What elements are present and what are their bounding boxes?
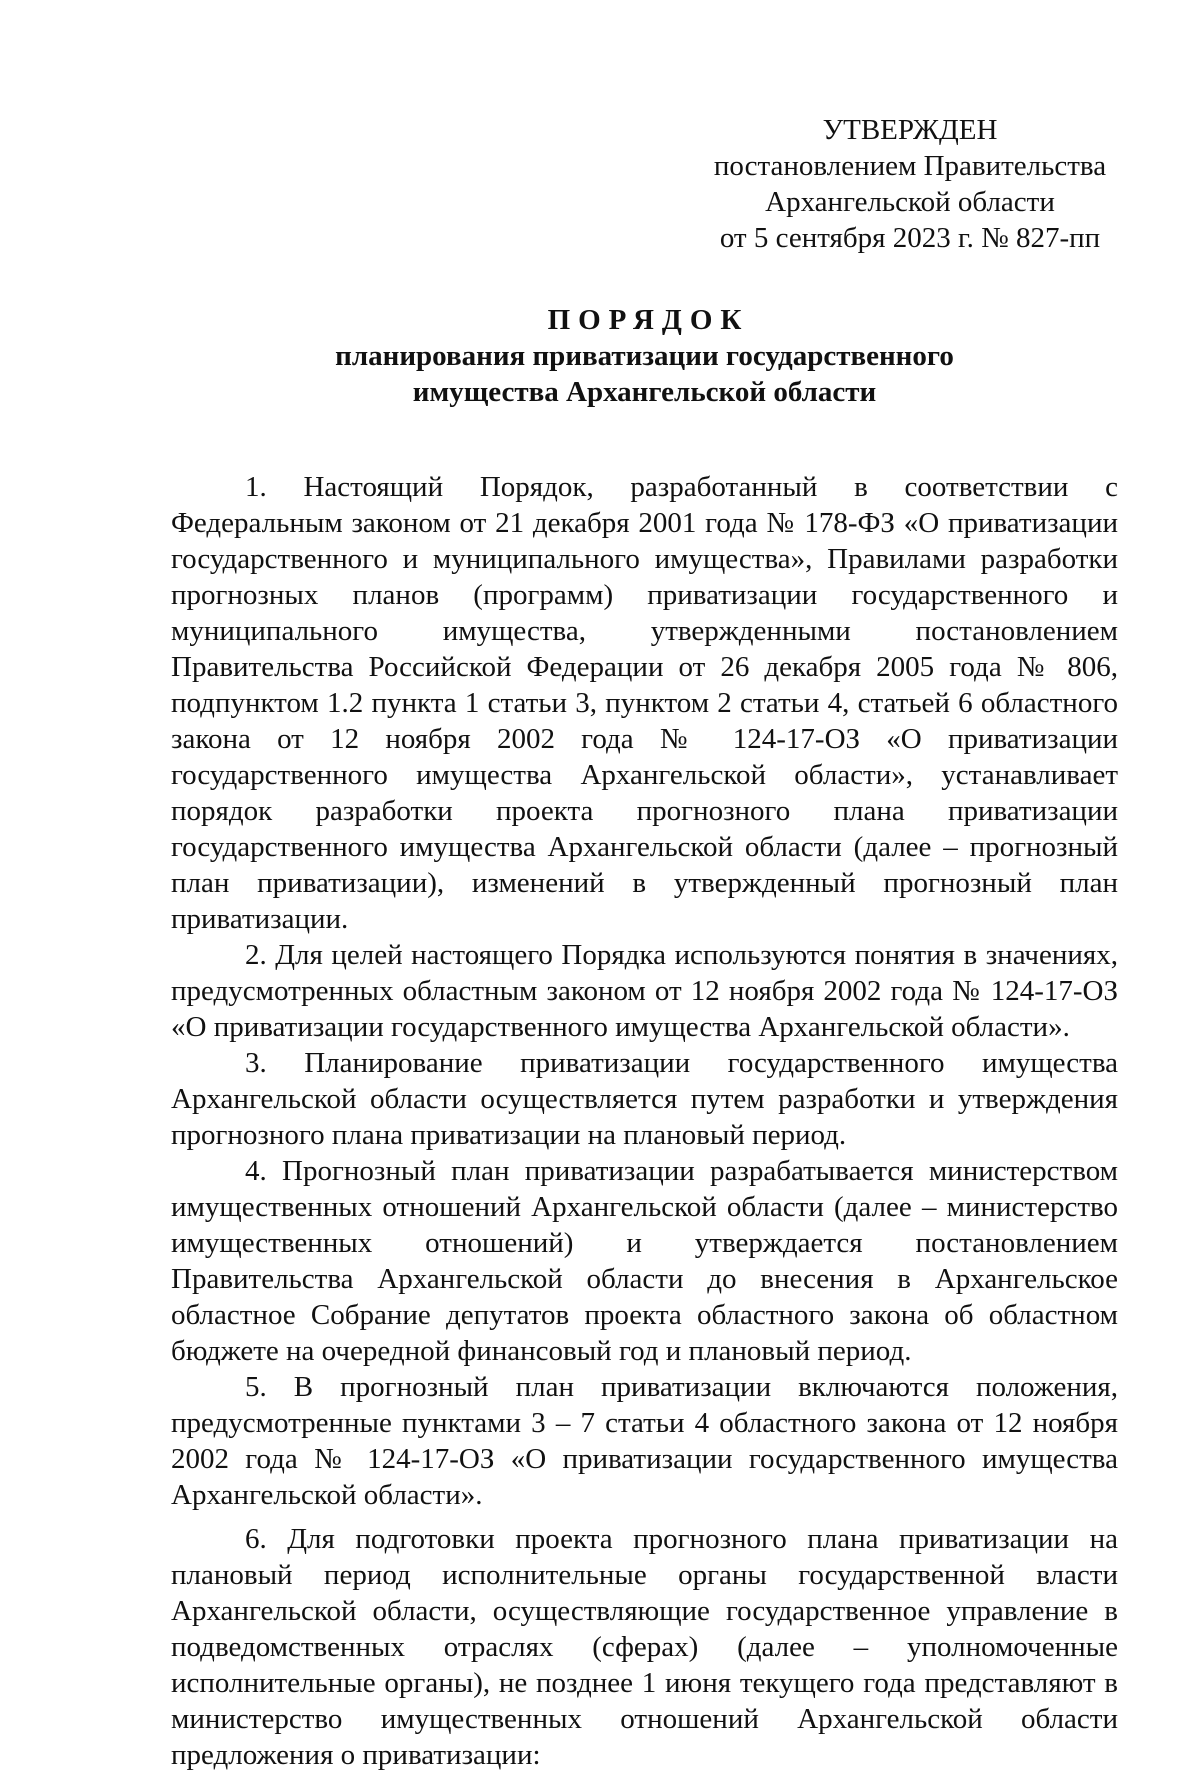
approval-date-number: от 5 сентября 2023 г. № 827-пп <box>719 222 1101 254</box>
approval-line: постановлением Правительства <box>713 150 1107 182</box>
paragraph-2: 2. Для целей настоящего Порядка используются понятия в значениях, предусмотренных областным законом от 12 ноября 2002 года № 124-17-ОЗ «О приватизации государственного имущества Архангельской области». <box>171 939 1118 1043</box>
document-body <box>171 469 1118 1773</box>
approval-stamp <box>700 112 1120 256</box>
paragraph-3: 3. Планирование приватизации государственного имущества Архангельской области осуществляется путем разработки и утверждения прогнозного плана приватизации на плановый период. <box>171 1047 1118 1151</box>
approval-line: Архангельской области <box>765 186 1055 218</box>
paragraph-4: 4. Прогнозный план приватизации разрабатывается министерством имущественных отношений Архангельской области (далее – министерство имущественных отношений) и утверждается постановлением Правительства Архангельской области до внесения в Архангельское областное Собрание депутатов проекта областного закона об областном бюджете на очередной финансовый год и плановый период. <box>171 1155 1118 1367</box>
paragraph-5: 5. В прогнозный план приватизации включаются положения, предусмотренные пунктами 3 – 7 статьи 4 областного закона от 12 ноября 2002 года № 124-17-ОЗ «О приватизации государственного имущества Архангельской области». <box>171 1371 1118 1511</box>
title-subtitle: имущества Архангельской области <box>412 376 877 408</box>
paragraph-6: 6. Для подготовки проекта прогнозного плана приватизации на плановый период исполнительные органы государственной власти Архангельской области, осуществляющие государственное управление в подведомственных отраслях (сферах) (далее – уполномоченные исполнительные органы), не позднее 1 июня текущего года представляют в министерство имущественных отношений Архангельской области предложения о приватизации: <box>171 1523 1118 1771</box>
document-title <box>171 302 1118 410</box>
title-subtitle: планирования приватизации государственного <box>335 340 954 372</box>
approval-heading: УТВЕРЖДЕН <box>822 114 998 146</box>
title-main: ПОРЯДОК <box>547 304 750 336</box>
paragraph-1: 1. Настоящий Порядок, разработанный в соответствии с Федеральным законом от 21 декабря 2001 года № 178-ФЗ «О приватизации государственного и муниципального имущества», Правилами разработки прогнозных планов (программ) приватизации государственного и муниципального имущества, утвержденными постановлением Правительства Российской Федерации от 26 декабря 2005 года № 806, подпунктом 1.2 пункта 1 статьи 3, пунктом 2 статьи 4, статьей 6 областного закона от 12 ноября 2002 года № 124-17-ОЗ «О приватизации государственного имущества Архангельской области», устанавливает порядок разработки проекта прогнозного плана приватизации государственного имущества Архангельской области (далее – прогнозный план приватизации), изменений в утвержденный прогнозный план приватизации. <box>171 471 1118 935</box>
